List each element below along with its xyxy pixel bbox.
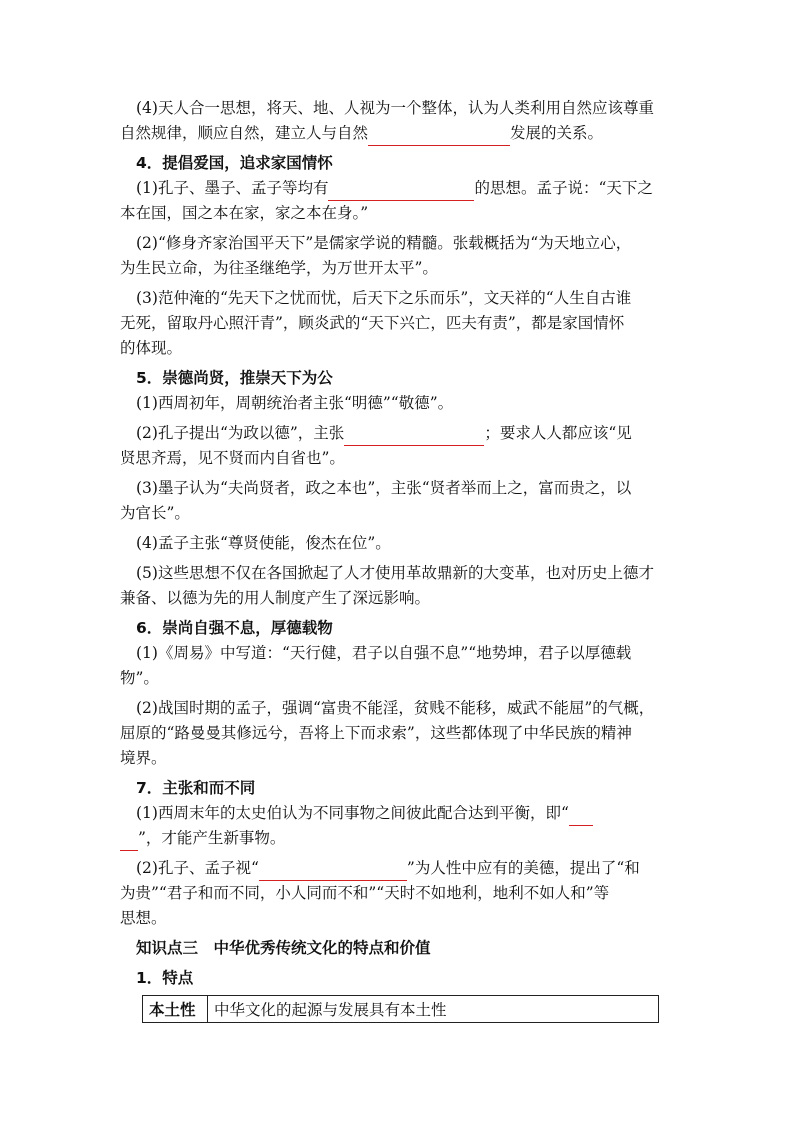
paragraph-4-text-b: 发展的关系。 [510, 124, 604, 142]
fill-blank-virtue[interactable] [344, 425, 484, 446]
paragraph-4-line-1: (4)天人合一思想，将天、地、人视为一个整体，认为人类利用自然应该尊重 [136, 99, 654, 117]
subheading-features: 1．特点 [136, 969, 194, 987]
item-7-1-text-b: ”，才能产生新事物。 [138, 829, 286, 847]
item-6-2-line-2: 屈原的“路曼曼其修远兮，吾将上下而求索”，这些都体现了中华民族的精神 [120, 724, 632, 742]
item-5-2-line-2: 贤思齐焉，见不贤而内自省也”。 [120, 449, 345, 467]
item-7-2-line-3: 思想。 [120, 909, 167, 927]
fill-blank-patriotism[interactable] [328, 180, 474, 201]
item-5-2-line-1 [120, 421, 680, 446]
item-5-3-line-1: (3)墨子认为“夫尚贤者，政之本也”，主张“贤者举而上之，富而贵之，以 [136, 479, 632, 497]
item-4-3-line-2: 无死，留取丹心照汗青”，顾炎武的“天下兴亡，匹夫有责”，都是家国情怀 [120, 314, 625, 332]
item-5-3-line-2: 为官长”。 [120, 504, 190, 522]
item-7-2-line-1 [120, 856, 680, 881]
item-4-1-line-2: 本在国，国之本在家，家之本在身。” [120, 204, 369, 222]
item-5-2-text-a: (2)孔子提出“为政以德”，主张 [136, 424, 345, 442]
table-row [143, 996, 659, 1023]
item-4-1-line-1 [120, 176, 680, 201]
heading-5: 5．崇德尚贤，推崇天下为公 [136, 369, 333, 387]
item-5-5-line-1: (5)这些思想不仅在各国掀起了人才使用革故鼎新的大变革，也对历史上德才 [136, 564, 654, 582]
item-7-1-text-a: (1)西周末年的太史伯认为不同事物之间彼此配合达到平衡，即“ [136, 804, 569, 822]
fill-blank-harmony-virtue[interactable] [259, 860, 407, 881]
item-7-2-text-b: ”为人性中应有的美德，提出了“和 [406, 859, 640, 877]
item-5-1: (1)西周初年，周朝统治者主张“明德”“敬德”。 [136, 394, 454, 412]
item-5-5-line-2: 兼备、以德为先的用人制度产生了深远影响。 [120, 589, 431, 607]
item-4-3-line-3: 的体现。 [120, 339, 183, 357]
paragraph-4-text-a: 自然规律，顺应自然，建立人与自然 [120, 124, 369, 142]
item-5-4: (4)孟子主张“尊贤使能，俊杰在位”。 [136, 534, 391, 552]
features-table [142, 995, 659, 1023]
item-4-2-line-2: 为生民立命，为往圣继绝学，为万世开太平”。 [120, 259, 438, 277]
heading-7: 7．主张和而不同 [136, 779, 256, 797]
table-cell-key: 本土性 [143, 996, 208, 1023]
item-6-2-line-1: (2)战国时期的孟子，强调“富贵不能淫，贫贱不能移，威武不能屈”的气概， [136, 699, 655, 717]
fill-blank-balance[interactable] [569, 805, 593, 826]
fill-blank-balance-cont[interactable] [120, 830, 138, 851]
paragraph-4-line-2 [120, 121, 680, 146]
item-7-1-line-1 [120, 801, 680, 826]
item-4-1-text-b: 的思想。孟子说：“天下之 [474, 179, 653, 197]
item-7-2-text-a: (2)孔子、孟子视“ [136, 859, 259, 877]
item-5-2-text-b: ；要求人人都应该“见 [484, 424, 632, 442]
item-6-1-line-1: (1)《周易》中写道：“天行健，君子以自强不息”“地势坤，君子以厚德载 [136, 644, 632, 662]
heading-4: 4．提倡爱国，追求家国情怀 [136, 154, 333, 172]
item-7-2-line-2: 为贵”“君子和而不同，小人同而不和”“天时不如地利，地利不如人和”等 [120, 884, 610, 902]
item-6-1-line-2: 物”。 [120, 669, 159, 687]
heading-6: 6．崇尚自强不息，厚德载物 [136, 619, 333, 637]
item-4-1-text-a: (1)孔子、墨子、孟子等均有 [136, 179, 329, 197]
item-6-2-line-3: 境界。 [120, 749, 167, 767]
knowledge-point-3-heading: 知识点三 中华优秀传统文化的特点和价值 [136, 939, 431, 957]
fill-blank-harmony[interactable] [368, 125, 510, 146]
item-7-1-line-2 [120, 826, 680, 851]
item-4-3-line-1: (3)范仲淹的“先天下之忧而忧，后天下之乐而乐”，文天祥的“人生自古谁 [136, 289, 632, 307]
table-cell-value: 中华文化的起源与发展具有本土性 [208, 996, 659, 1023]
item-4-2-line-1: (2)“修身齐家治国平天下”是儒家学说的精髓。张载概括为“为天地立心， [136, 234, 632, 252]
document-content [120, 96, 680, 1023]
